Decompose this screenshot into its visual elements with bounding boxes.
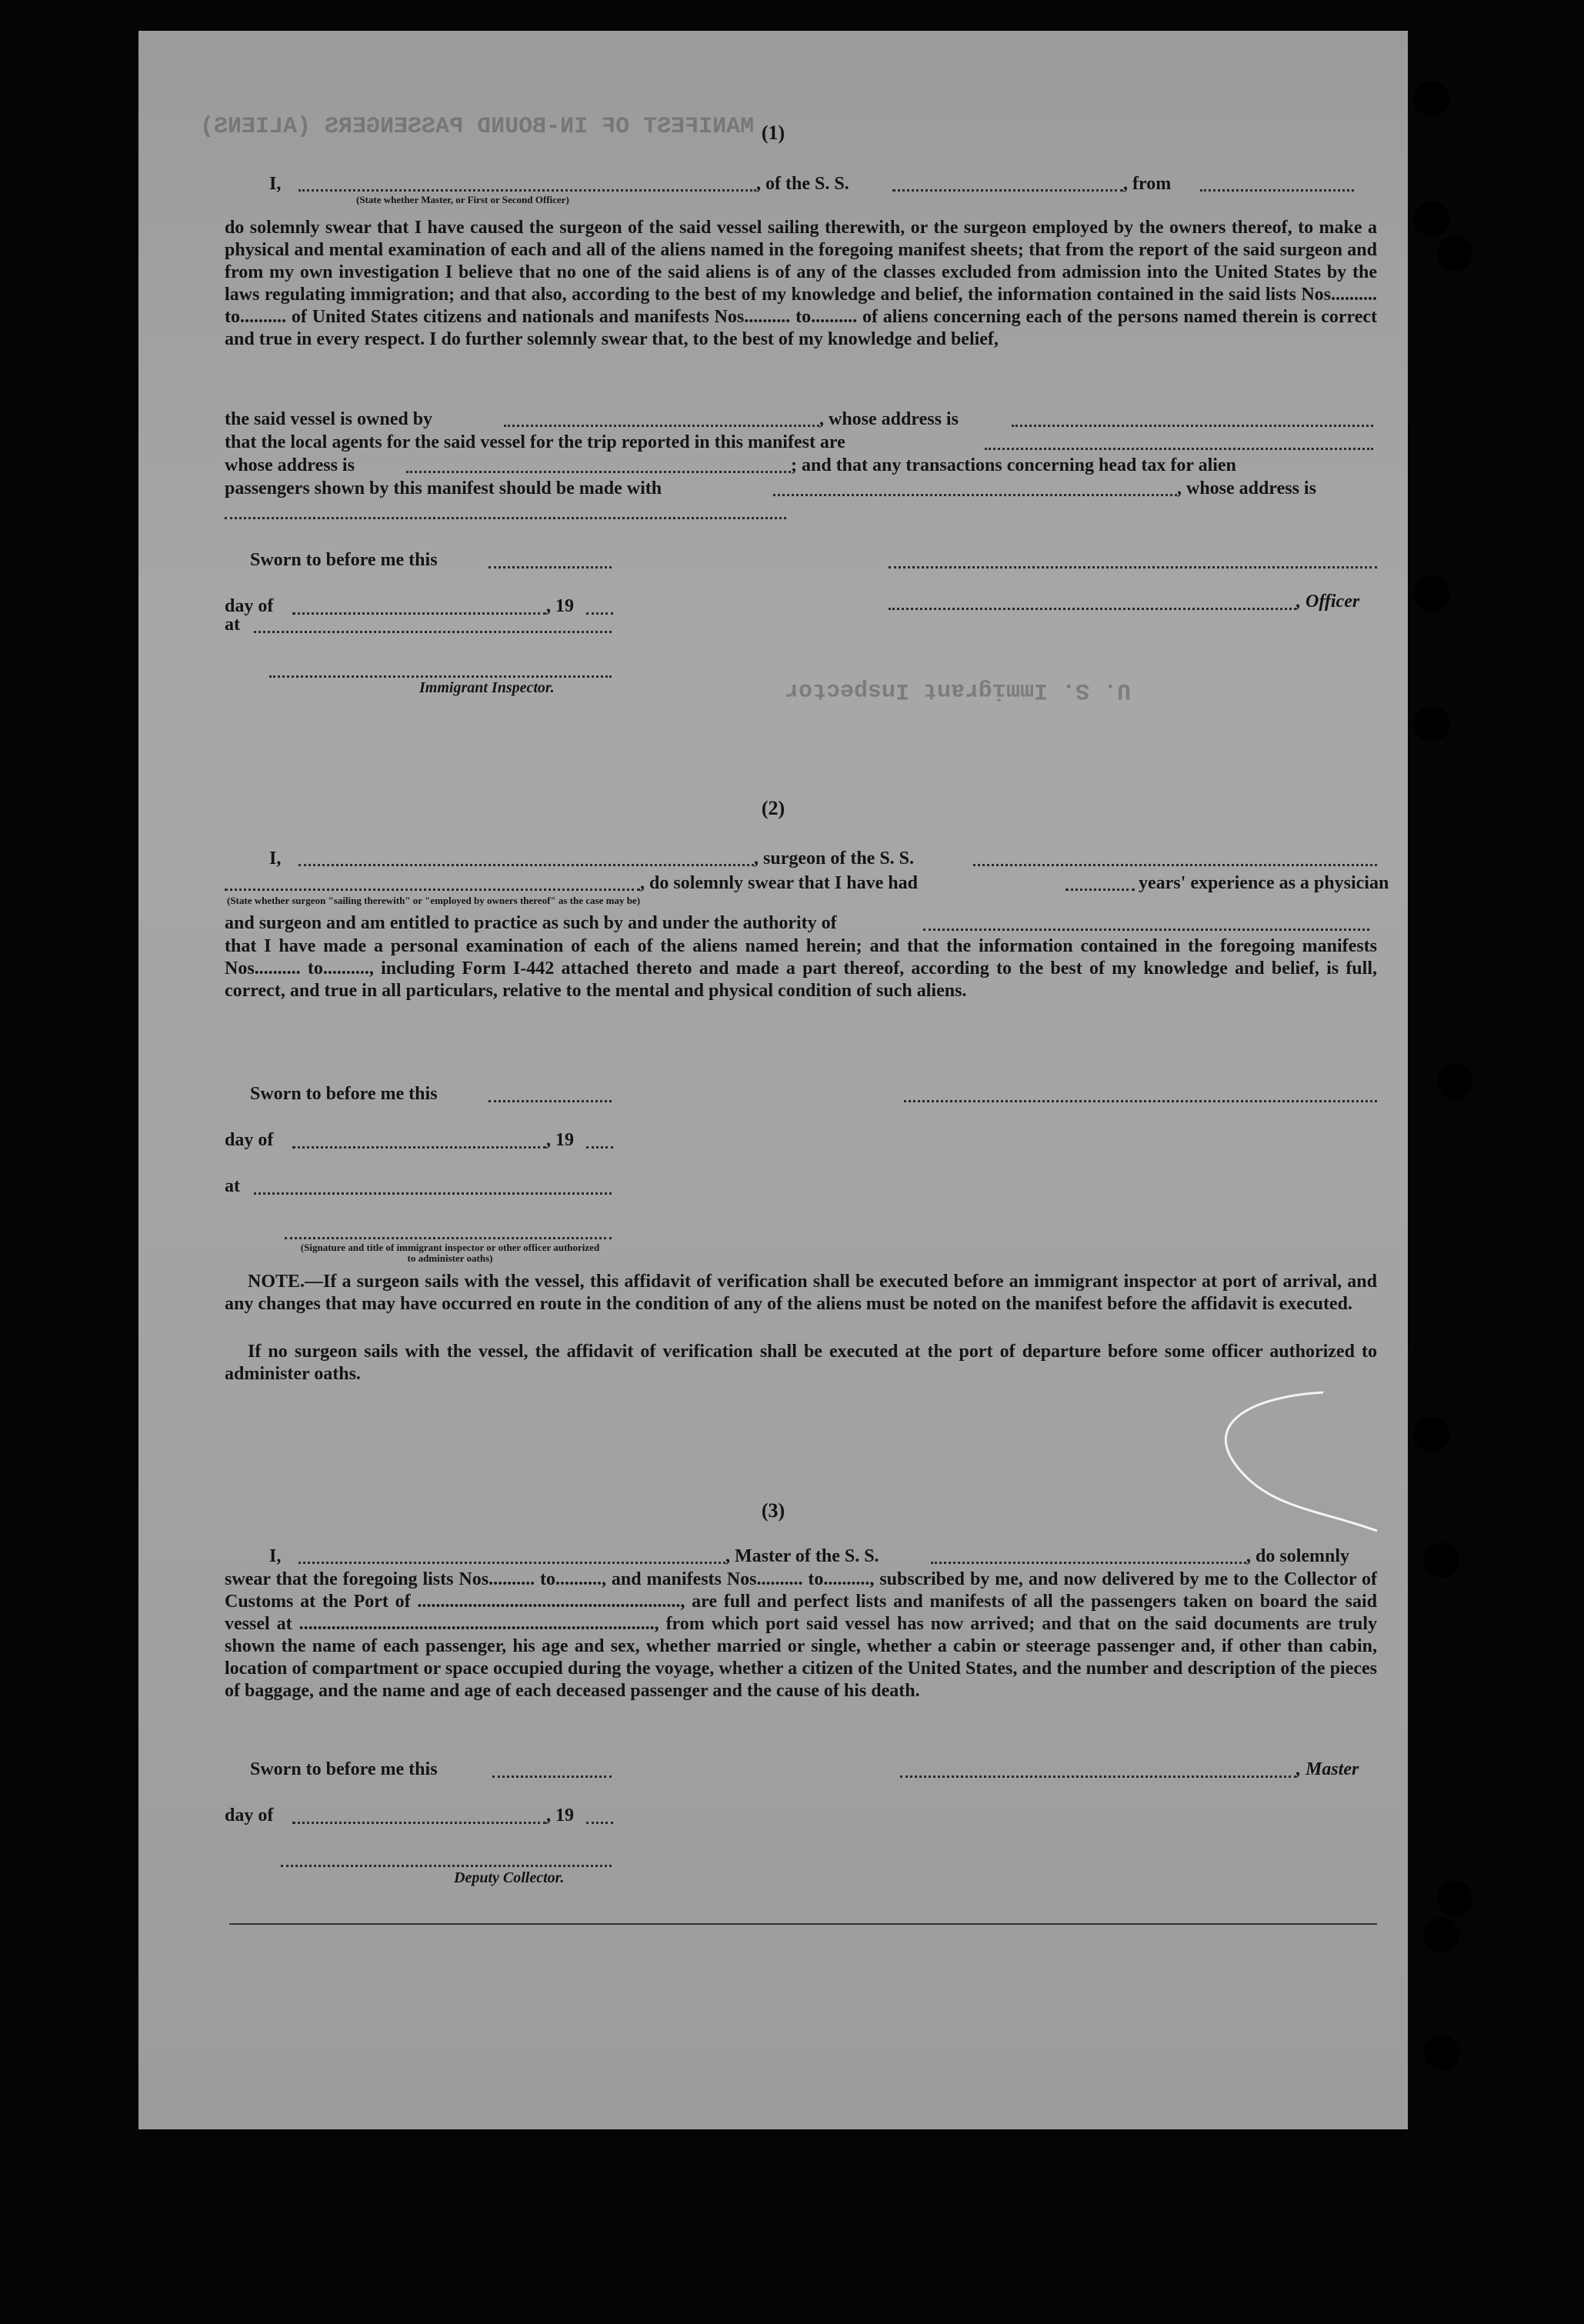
bottom-rule — [229, 1923, 1377, 1925]
s3-day: day of — [225, 1806, 274, 1826]
binder-hole-10 — [1424, 1917, 1459, 1952]
s1-line1-from: , from — [1123, 174, 1172, 194]
s1-year-blank — [586, 612, 613, 615]
s3-body: swear that the foregoing lists Nos.......... to.........., and manifests Nos.......... to.........., subscribed by me, and now delivered by me to the Collector of Customs at the Port of ........................................................., are full and perfect lists and manifests of all the passengers taken on board the said vessel at ............................................................................., from which port said vessel has now arrived; and that on the said documents are truly shown the name of each passenger, his age and sex, whether married or single, whether a cabin or steerage passenger and, if other than cabin, location of compartment or space occupied during the voyage, whether a citizen of the United States, and the number and description of the pieces of baggage, and the name and age of each deceased passenger and the cause of his death. — [225, 1569, 1377, 1701]
s2-year-blank — [586, 1146, 613, 1149]
s2-vessel-blank — [973, 864, 1377, 866]
s1-from-blank — [1200, 189, 1354, 192]
s1-officer-blank — [298, 189, 756, 192]
s1-day-blank — [292, 612, 546, 615]
binder-hole-11 — [1424, 2035, 1459, 2070]
s1-headtax-blank — [773, 494, 1177, 496]
s2-day-blank — [292, 1146, 546, 1149]
s1-owner-address-blank — [1012, 425, 1373, 427]
s3-vessel-blank — [931, 1562, 1246, 1564]
s2-at: at — [225, 1176, 240, 1196]
s2-years-blank — [1065, 889, 1135, 891]
s3-line1-ss: , Master of the S. S. — [725, 1546, 879, 1566]
s3-collector-sign-blank — [281, 1865, 612, 1867]
s1-owned-address: , whose address is — [819, 409, 959, 429]
s3-sworn: Sworn to before me this — [250, 1759, 438, 1779]
s1-owner-blank — [504, 425, 819, 427]
s2-sworn: Sworn to before me this — [250, 1084, 438, 1104]
s1-at: at — [225, 615, 240, 635]
binder-hole-6 — [1437, 1064, 1472, 1099]
s3-day-blank — [292, 1822, 546, 1824]
s3-year: , 19 — [546, 1806, 574, 1826]
s2-signature-blank — [904, 1100, 1377, 1102]
s2-surgeon-caption: (State whether surgeon "sailing therewith" or "employed by owners thereof" as the case may be) — [227, 895, 641, 906]
s3-year-blank — [586, 1822, 613, 1824]
s1-agents-blank — [985, 448, 1373, 450]
document-page — [138, 31, 1408, 2129]
s2-line3: and surgeon and am entitled to practice as such by and under the authority of — [225, 913, 837, 933]
s1-body: do solemnly swear that I have caused the surgeon of the said vessel sailing therewith, or the surgeon employed by the owners thereof, to make a physical and mental examination of each and all of the aliens named in the foregoing manifest sheets; that from the report of the said surgeon and from my own investigation I believe that no one of the said aliens is of any of the classes excluded from admission into the United States by the laws regulating immigration; and that also, according to the best of my knowledge and belief, the information contained in the said lists Nos.......... to.......... of United States citizens and nationals and manifests Nos.......... to.......... of aliens concerning each of the persons named therein is correct and true in every respect. I do further solemnly swear that, to the best of my knowledge and belief, — [225, 218, 1377, 349]
s2-at-blank — [254, 1192, 612, 1195]
s1-line1-ss: , of the S. S. — [756, 174, 849, 194]
s1-at-blank — [254, 631, 612, 633]
section-1-number: (1) — [761, 122, 785, 144]
s1-address-continuation-blank — [225, 517, 786, 519]
s1-sworn: Sworn to before me this — [250, 550, 438, 570]
s2-body: that I have made a personal examination of each of the aliens named herein; and that the information contained in the foregoing manifests Nos.......... to.........., including Form I-442 attached thereto and made a part thereof, according to the best of my knowledge and belief, is full, correct, and true in all particulars, relative to the mental and physical condition of such aliens. — [225, 936, 1377, 1001]
s1-day: day of — [225, 596, 274, 616]
s3-deputy-caption: Deputy Collector. — [454, 1869, 565, 1886]
s1-inspector-caption: Immigrant Inspector. — [419, 679, 555, 696]
s1-officer-sign-blank — [889, 608, 1296, 610]
s1-passengers-address: , whose address is — [1177, 478, 1316, 498]
s3-sworn-blank — [492, 1776, 612, 1778]
binder-hole-2 — [1414, 202, 1449, 237]
section-3-number: (3) — [761, 1499, 785, 1522]
s2-line1-i: I, — [269, 849, 282, 869]
s2-note: NOTE.—If a surgeon sails with the vessel, this affidavit of verification shall be executed before an immigrant inspector at port of arrival, and any changes that may have occurred en route in the condition of any of the aliens must be noted on the manifest before the affidavit is executed. — [225, 1272, 1377, 1314]
s1-year: , 19 — [546, 596, 574, 616]
binder-hole-1 — [1414, 82, 1449, 117]
binder-hole-5 — [1414, 706, 1449, 742]
s1-vessel-blank — [892, 189, 1123, 192]
s2-year: , 19 — [546, 1130, 574, 1150]
s2-name-blank — [225, 889, 640, 891]
s1-agents: that the local agents for the said vessel for the trip reported in this manifest are — [225, 432, 845, 452]
s2-officer-caption: (Signature and title of immigrant inspector or other officer authorized to administer oaths) — [300, 1242, 600, 1264]
s2-sworn-blank — [489, 1100, 612, 1102]
s1-inspector-stamp: U. S. Immigrant Inspector — [785, 677, 1132, 703]
s2-surgeon-blank — [298, 864, 754, 866]
s2-line2b: years' experience as a physician — [1139, 873, 1389, 893]
bleed-through-header: MANIFEST OF IN-BOUND PASSENGERS (ALIENS) — [200, 114, 755, 140]
s2-note-2: If no surgeon sails with the vessel, the affidavit of verification shall be executed at the port of departure before some officer authorized to administer oaths. — [225, 1342, 1377, 1384]
section-2-number: (2) — [761, 797, 785, 819]
s1-passengers: passengers shown by this manifest should be made with — [225, 478, 662, 498]
binder-hole-3 — [1437, 235, 1472, 271]
s3-line1-solemnly: , do solemnly — [1246, 1546, 1350, 1566]
s1-signature-blank — [889, 566, 1377, 568]
s2-officer-sign-blank — [285, 1237, 612, 1239]
binder-hole-7 — [1414, 1417, 1449, 1452]
scribble-mark — [1185, 1377, 1400, 1562]
s2-line1-ss: , surgeon of the S. S. — [754, 849, 915, 869]
s2-authority-blank — [923, 929, 1369, 931]
s1-owned-label: the said vessel is owned by — [225, 409, 433, 429]
s1-officer-label: , Officer — [1296, 592, 1360, 612]
s1-line1-i: I, — [269, 174, 282, 194]
s3-master-blank — [298, 1562, 725, 1564]
binder-hole-4 — [1414, 576, 1449, 612]
s3-line1-i: I, — [269, 1546, 282, 1566]
binder-hole-8 — [1424, 1542, 1459, 1578]
s1-officer-caption: (State whether Master, or First or Second Officer) — [356, 194, 569, 205]
s3-master-sign-blank — [900, 1776, 1296, 1778]
s1-address-label: whose address is — [225, 455, 355, 475]
s1-inspector-sign-blank — [269, 675, 612, 678]
s3-master-label: , Master — [1296, 1759, 1359, 1779]
s2-day: day of — [225, 1130, 274, 1150]
s1-headtax: ; and that any transactions concerning head tax for alien — [791, 455, 1236, 475]
binder-hole-9 — [1437, 1881, 1472, 1916]
s2-line2a: , do solemnly swear that I have had — [640, 873, 918, 893]
s1-agents-address-blank — [406, 471, 791, 473]
s1-sworn-blank — [489, 566, 612, 568]
